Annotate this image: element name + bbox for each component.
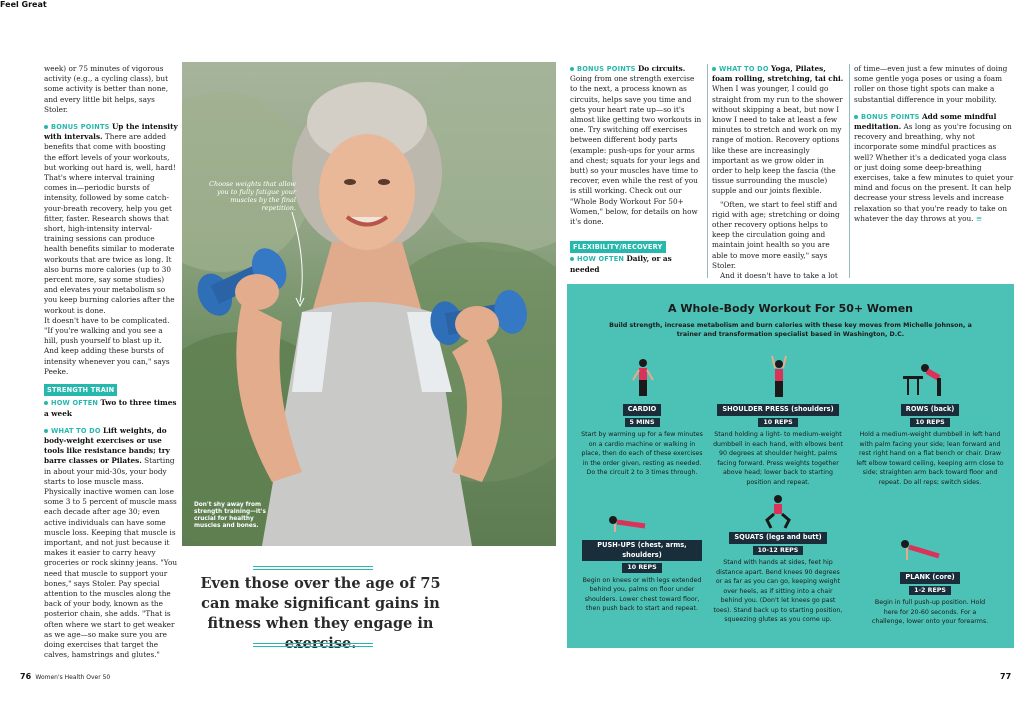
workout-panel	[567, 284, 1014, 648]
exercise-shoulder-press	[713, 404, 843, 487]
circuits-kicker: BONUS POINTS	[570, 65, 636, 73]
photo-caption-top: Choose weights that allow you to fully fatigue your muscles by the final repetition.	[209, 180, 296, 212]
strength-how-often	[44, 398, 178, 418]
meditation-para	[854, 112, 1014, 224]
bonus-body: There are added benefits that come with boosting the effort levels of your workouts, but working out hard is, well, hard! That's where interval training comes in—periodic bursts of intensity, followed by some catch-your-breath recovery, help you get fitter, faster. Research shows that short, high-intensity interval-training sessions can produce health benefits similar to moderate workouts that are twice as long. It also burns more calories (up to 30 percent more, say some studies) and elevates your metabolism so you keep burning calories after the workout is done.	[44, 132, 176, 315]
push-ups-figure-icon	[607, 514, 647, 532]
left-column	[44, 64, 178, 667]
exercise-rows	[855, 404, 1005, 487]
publication-name: Women's Health Over 50	[35, 674, 111, 681]
exercise-body: Stand holding a light- to medium-weight dumbbell in each hand, with elbows bent 90 degrees at shoulder height, palms facing forward. Press weights together above head; lower back to starting position and repeat.	[713, 431, 843, 486]
page-number-right: 77	[1000, 672, 1012, 681]
exercise-reps: 10 REPS	[622, 563, 661, 573]
col4-p1: of time—even just a few minutes of doing some gentle yoga poses or using a foam roller on those tight spots can make a substantial difference in your mobility.	[854, 64, 1008, 104]
exercise-name: PUSH-UPS (chest, arms, shoulders)	[582, 540, 702, 561]
pullquote-rule-bottom	[253, 643, 373, 644]
exercise-reps: 10-12 REPS	[753, 546, 804, 556]
circuits-para	[570, 64, 702, 227]
col3-p3: And it doesn't have to take a lot	[720, 271, 838, 281]
bonus-head: Up the intensity with intervals.	[44, 122, 178, 142]
what-kicker: WHAT TO DO	[44, 427, 101, 435]
strength-tag: STRENGTH TRAIN	[44, 384, 117, 396]
shoulder-press-figure-icon	[767, 354, 791, 400]
pullquote-rule-bottom-2	[253, 646, 373, 647]
exercise-name: SHOULDER PRESS (shoulders)	[717, 404, 838, 416]
photo-illustration	[182, 62, 556, 546]
meditation-body: As long as you're focusing on recovery and breathing, why not incorporate some mindful practices as well? Whether it's a dedicated yoga class or just doing some deep-breathing exercises, take a few minutes to quiet your mind and focus on the present. It can help decrease your stress levels and increase relaxation so that you're ready to take on whatever the day throws at you.	[854, 122, 1014, 223]
exercise-squats	[713, 532, 843, 625]
plank-figure-icon	[897, 538, 941, 562]
section-label: Feel Great	[0, 0, 47, 9]
left-bonus	[44, 122, 178, 316]
exercise-body: Start by warming up for a few minutes on a cardio machine or walking in place, then do each of these exercises in the order given, resting as needed. Do the circuit 2 to 3 times through.	[581, 431, 703, 476]
rows-figure-icon	[903, 362, 947, 398]
meditation-kicker: BONUS POINTS	[854, 113, 920, 121]
flex-how-often	[570, 254, 702, 274]
what-body: Starting in about your mid-30s, your body starts to lose muscle mass. Physically inactive women can lose some 3 to 5 percent of muscle mass each decade after age 30; even active individuals can have some muscle loss. Keeping that muscle is important, and not just because it makes it easier to carry heavy groceries or rock skinny jeans. "You need that muscle to support your bones," says Stoler. Pay special attention to the muscles along the back of your body, known as the posterior chain, she adds. "That is often where we start to get weaker as we age—so make sure you are doing exercises that target the calves, hamstrings and glutes."	[44, 456, 178, 660]
exercise-reps: 5 MINS	[625, 418, 660, 428]
exercise-reps: 1-2 REPS	[909, 586, 951, 596]
exercise-reps: 10 REPS	[758, 418, 797, 428]
circuits-body: Going from one strength exercise to the next, a process known as circuits, helps save you time and gets your heart rate up—so it's almost like getting two workouts in one. Try switching off exercises between different body parts (example: push-ups for your arms and chest; squats for your legs and butt) so your muscles have time to recover, even while the rest of you is still working. Check out our "Whole Body Workout For 50+ Women," below, for details on how it's done.	[570, 74, 702, 227]
flex-what	[712, 64, 844, 197]
what-head: Lift weights, do body-weight exercises or use tools like resistance bands; try barre classes or Pilates.	[44, 425, 170, 466]
folio-left	[20, 672, 110, 681]
exercise-body: Hold a medium-weight dumbbell in left hand with palm facing your side; lean forward and rest right hand on a flat bench or chair. Draw left elbow toward ceiling, keeping arm close to side; straighten arm back toward floor and repeat. Do all reps; switch sides.	[856, 431, 1004, 486]
col3-p2: "Often, we start to feel stiff and rigid with age; stretching or doing other recovery options helps to keep the circulation going and maintain joint health so you are able to move more easily," says Stoler.	[712, 199, 840, 270]
strength-header	[44, 384, 178, 396]
right-column-2	[712, 64, 844, 288]
woman-lifting-dumbbells-photo	[182, 62, 556, 546]
cardio-figure-icon	[631, 358, 655, 400]
three-lines-end-icon: ≡	[975, 213, 982, 223]
left-p1: week) or 75 minutes of vigorous activity (e.g., a cycling class), but some activity is better than none, and every little bit helps, says Stoler.	[44, 64, 169, 114]
exercise-reps: 10 REPS	[910, 418, 949, 428]
exercise-plank	[867, 572, 993, 627]
exercise-name: SQUATS (legs and butt)	[729, 532, 826, 544]
exercise-body: Begin on knees or with legs extended behind you, palms on floor under shoulders. Lower chest toward floor, then push back to start and repeat.	[582, 576, 702, 612]
flex-header	[570, 241, 702, 253]
exercise-name: PLANK (core)	[900, 572, 959, 584]
strength-what	[44, 426, 178, 661]
flex-what-head: Yoga, Pilates, foam rolling, stretching, tai chi.	[712, 64, 844, 84]
how-often-value: Two to three times a week	[44, 398, 177, 418]
column-rule-2	[849, 64, 850, 278]
right-column-1	[570, 64, 702, 275]
circuits-head: Do circuits.	[637, 64, 686, 73]
bonus-kicker: BONUS POINTS	[44, 123, 110, 131]
pullquote-rule-top-2	[253, 569, 373, 570]
exercise-name: CARDIO	[623, 404, 662, 416]
exercise-cardio	[581, 404, 703, 478]
exercise-body: Begin in full push-up position. Hold here for 20-60 seconds. For a challenge, lower onto your forearms.	[871, 599, 989, 625]
exercise-push-ups	[581, 540, 703, 614]
pullquote: Even those over the age of 75 can make significant gains in fitness when they engage in exercise.	[200, 575, 441, 652]
flex-what-kicker: WHAT TO DO	[712, 65, 769, 73]
photo-caption-bottom: Don't shy away from strength training—it's crucial for healthy muscles and bones.	[194, 502, 266, 529]
flex-tag: FLEXIBILITY/RECOVERY	[570, 241, 666, 253]
meditation-head: Add some mindful meditation.	[854, 111, 997, 132]
flex-what-body: When I was younger, I could go straight from my run to the shower without skipping a beat, but now I know I need to take at least a few minutes to stretch and work on my range of motion. Recovery options like these are increasingly important as we grow older in order to help keep the fascia (the tissue surrounding the muscle) supple and our joints flexible.	[712, 84, 843, 196]
right-column-3	[854, 64, 1014, 231]
pullquote-rule-top	[253, 566, 373, 567]
folio-right	[1000, 672, 1011, 681]
squats-figure-icon	[763, 494, 793, 530]
column-rule-1	[707, 64, 708, 278]
how-often-kicker: HOW OFTEN	[44, 399, 98, 407]
left-p3: It doesn't have to be complicated. "If you're walking and you see a hill, push yourself to blast up it. And keep adding these bursts of intensity whenever you can," says Peeke.	[44, 315, 170, 376]
exercise-body: Stand with hands at sides, feet hip distance apart. Bend knees 90 degrees or as far as you can go, keeping weight over heels, as if sitting into a chair behind you. (Don't let knees go past toes). Stand back up to starting position, squeezing glutes as you come up.	[713, 559, 843, 623]
workout-subtitle: Build strength, increase metabolism and burn calories with these key moves from Michelle Johnson, a trainer and transformation specialist based in Washington, D.C.	[609, 322, 972, 338]
flex-how-often-kicker: HOW OFTEN	[570, 255, 624, 263]
workout-title: A Whole-Body Workout For 50+ Women	[668, 302, 913, 315]
flex-how-often-value: Daily, or as needed	[570, 254, 672, 274]
page-number-left: 76	[20, 672, 32, 681]
exercise-name: ROWS (back)	[901, 404, 960, 416]
